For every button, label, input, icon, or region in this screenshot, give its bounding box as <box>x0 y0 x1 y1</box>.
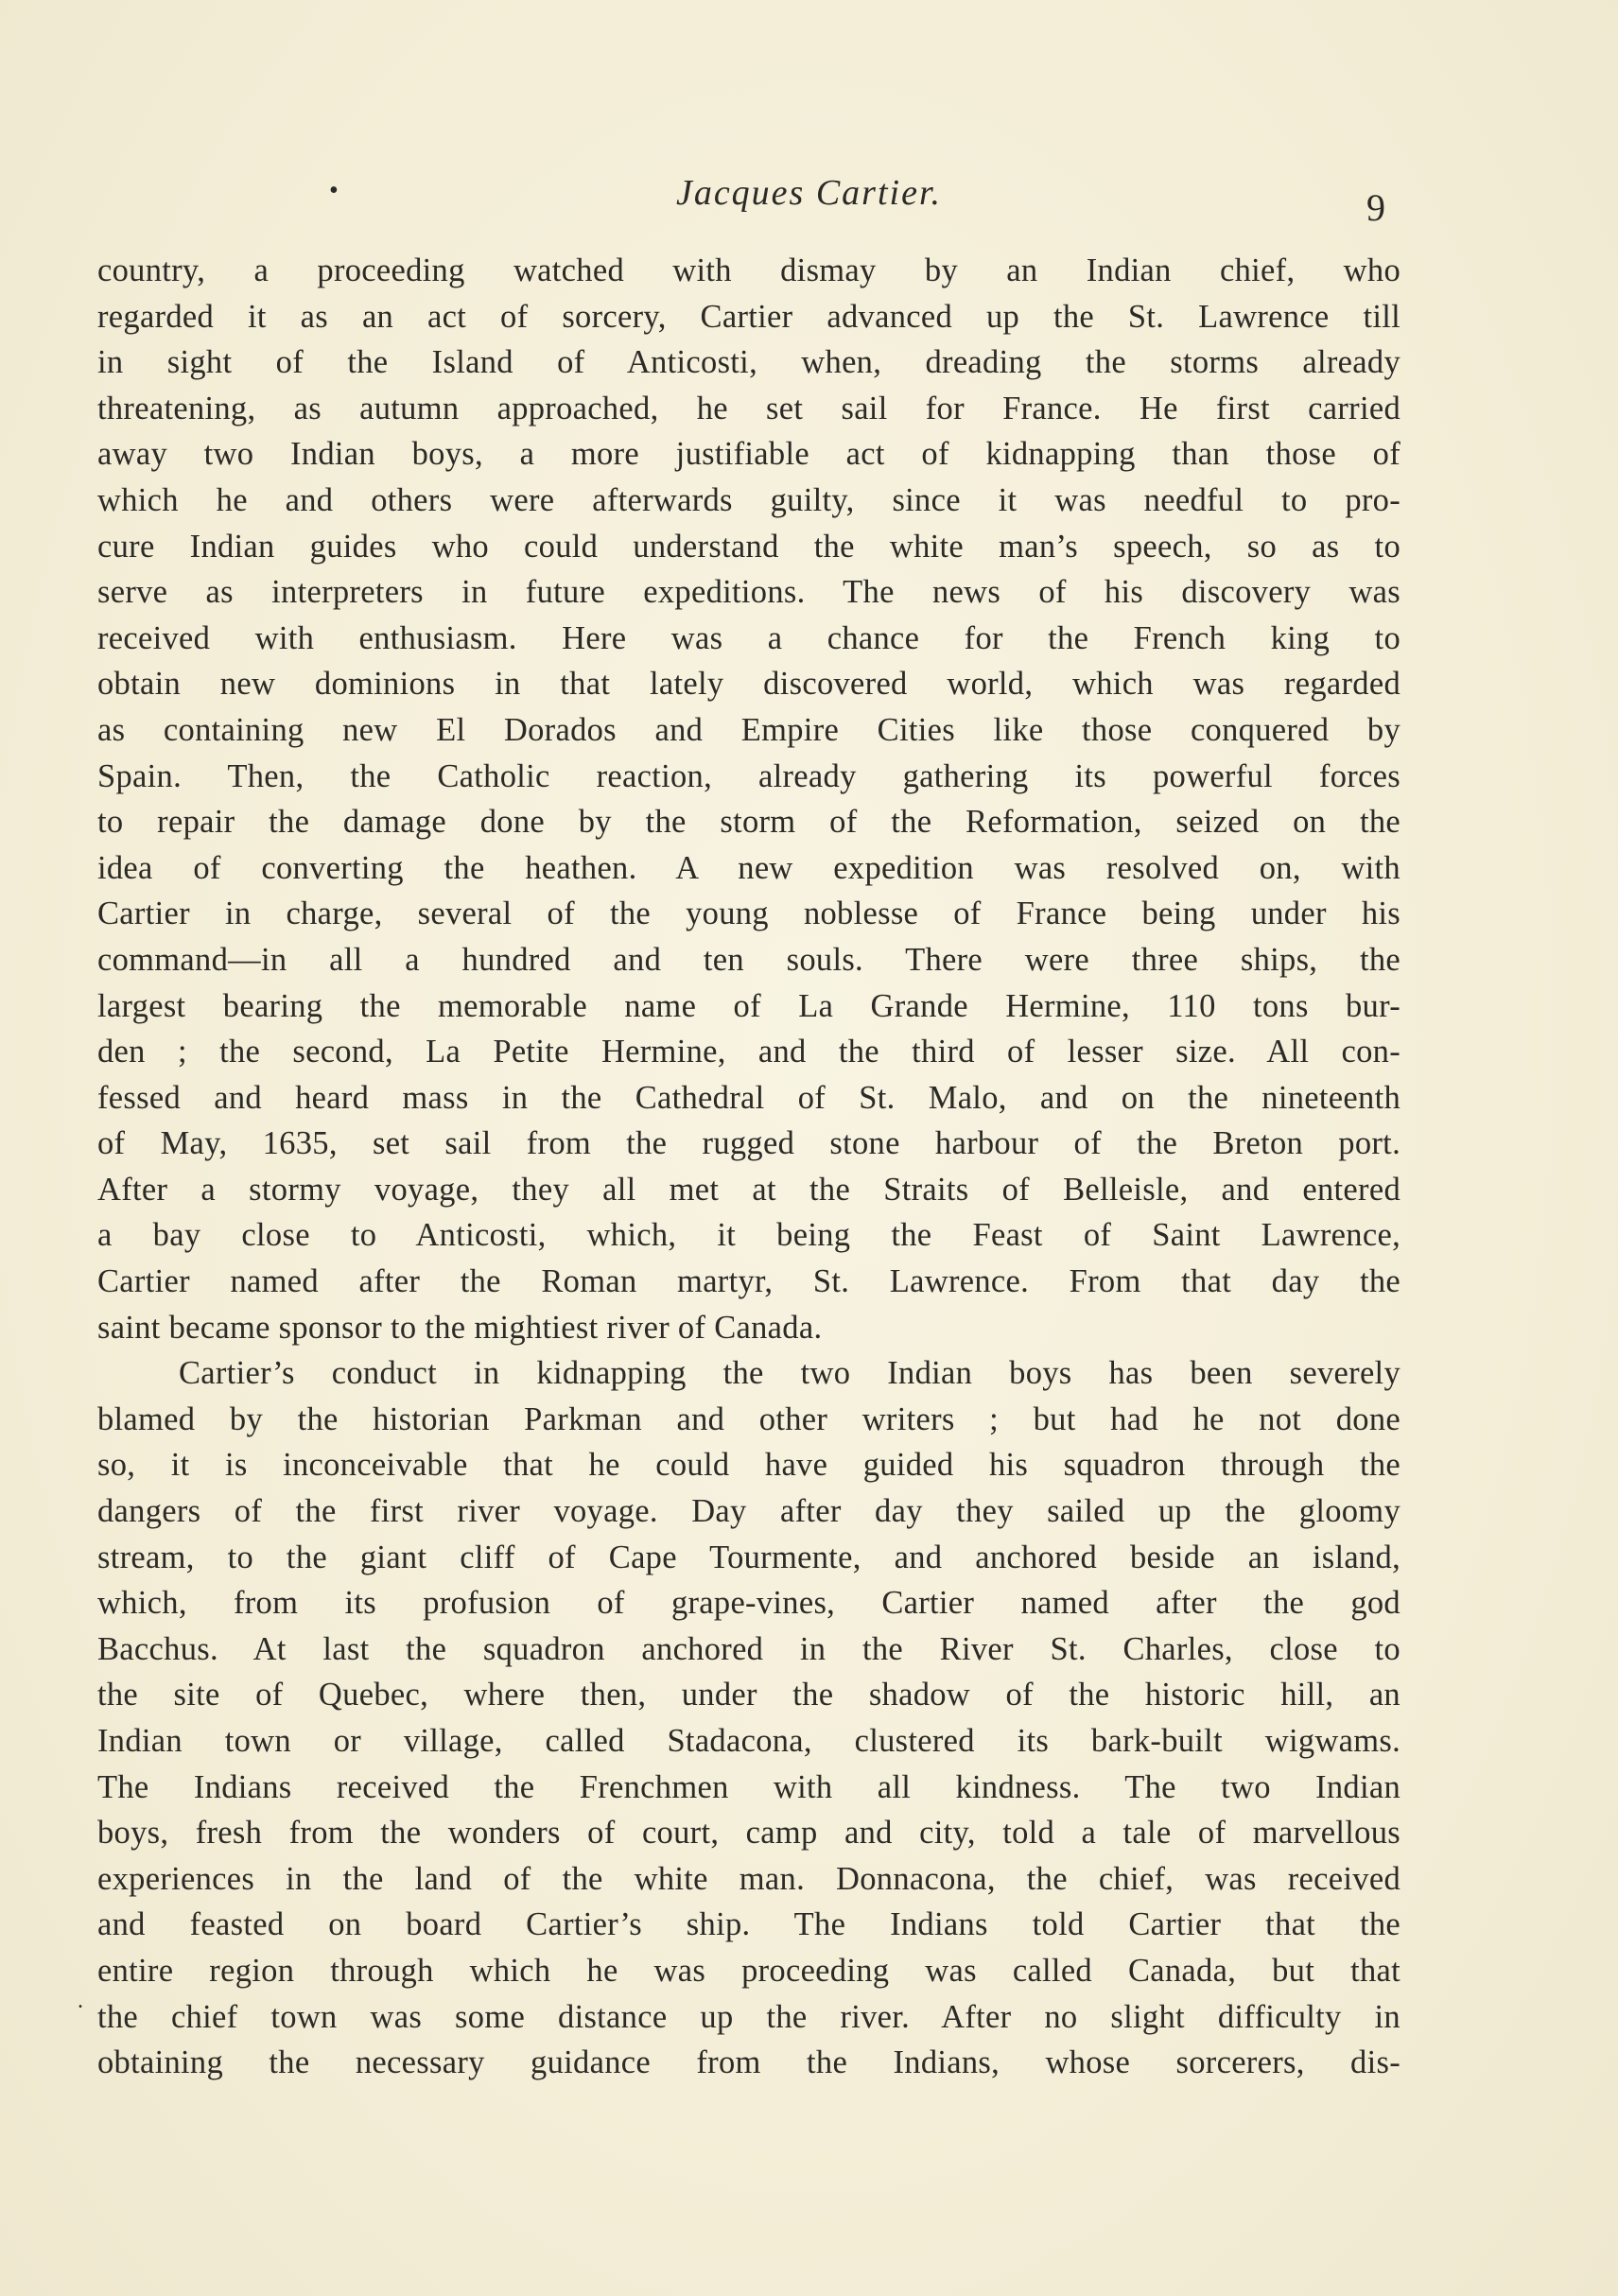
text-line: entire region through which he was proceeding was called Canada, but that <box>97 1952 1401 1989</box>
running-title: Jacques Cartier. <box>675 173 943 213</box>
text-line: Cartier in charge, several of the young noblesse of France being under his <box>97 896 1401 932</box>
text-line: received with enthusiasm. Here was a chance for the French king to <box>97 619 1401 656</box>
text-line: serve as interpreters in future expeditions. The news of his discovery was <box>97 574 1401 611</box>
text-line: regarded it as an act of sorcery, Cartier advanced up the St. Lawrence till <box>97 298 1401 335</box>
text-line: away two Indian boys, a more justifiable act of kidnapping than those of <box>97 436 1401 473</box>
text-line: idea of converting the heathen. A new expedition was resolved on, with <box>97 849 1401 886</box>
paragraph-end-line: saint became sponsor to the mightiest river of Canada. <box>97 1309 823 1346</box>
text-line: which, from its profusion of grape-vines, Cartier named after the god <box>97 1585 1401 1622</box>
text-line: boys, fresh from the wonders of court, camp and city, told a tale of marvellous <box>97 1815 1401 1852</box>
text-line: a bay close to Anticosti, which, it being the Feast of Saint Lawrence, <box>97 1217 1401 1254</box>
text-line: Spain. Then, the Catholic reaction, already gathering its powerful forces <box>97 757 1401 794</box>
text-line: Bacchus. At last the squadron anchored in the River St. Charles, close to <box>97 1630 1401 1667</box>
text-line: to repair the damage done by the storm of the Reformation, seized on the <box>97 804 1401 841</box>
page-header <box>0 172 1618 229</box>
text-line: den ; the second, La Petite Hermine, and the third of lesser size. All con- <box>97 1034 1401 1070</box>
text-line: in sight of the Island of Anticosti, when, dreading the storms already <box>97 344 1401 381</box>
text-line: The Indians received the Frenchmen with all kindness. The two Indian <box>97 1768 1401 1805</box>
paragraph-start-line: Cartier’s conduct in kidnapping the two Indian boys has been severely <box>179 1355 1401 1392</box>
text-line: Indian town or village, called Stadacona, clustered its bark-built wigwams. <box>97 1723 1401 1759</box>
body-text <box>97 248 1401 2086</box>
text-line: obtain new dominions in that lately discovered world, which was regarded <box>97 666 1401 703</box>
text-line: of May, 1635, set sail from the rugged stone harbour of the Breton port. <box>97 1125 1401 1162</box>
text-line: obtaining the necessary guidance from the Indians, whose sorcerers, dis- <box>97 2044 1401 2081</box>
text-line: and feasted on board Cartier’s ship. The Indians told Cartier that the <box>97 1906 1401 1943</box>
text-line: country, a proceeding watched with dismay by an Indian chief, who <box>97 252 1401 288</box>
text-line: After a stormy voyage, they all met at the Straits of Belleisle, and entered <box>97 1171 1401 1208</box>
text-line: cure Indian guides who could understand the white man’s speech, so as to <box>97 528 1401 565</box>
text-line: experiences in the land of the white man. Donnacona, the chief, was received <box>97 1860 1401 1897</box>
text-line: largest bearing the memorable name of La Grande Hermine, 110 tons bur- <box>97 987 1401 1024</box>
text-line: Cartier named after the Roman martyr, St. Lawrence. From that day the <box>97 1263 1401 1300</box>
text-line: as containing new El Dorados and Empire Cities like those conquered by <box>97 711 1401 748</box>
text-line: command—in all a hundred and ten souls. There were three ships, the <box>97 941 1401 978</box>
text-line: which he and others were afterwards guilty, since it was needful to pro- <box>97 481 1401 518</box>
page-number: 9 <box>1366 186 1385 229</box>
text-line: blamed by the historian Parkman and other writers ; but had he not done <box>97 1400 1401 1437</box>
header-bullet: • <box>329 176 339 205</box>
text-line: stream, to the giant cliff of Cape Tourmente, and anchored beside an island, <box>97 1539 1401 1575</box>
text-line: the chief town was some distance up the river. After no slight difficulty in <box>97 1998 1401 2035</box>
text-line: so, it is inconceivable that he could have guided his squadron through the <box>97 1447 1401 1484</box>
text-line: dangers of the first river voyage. Day after day they sailed up the gloomy <box>97 1493 1401 1530</box>
text-line: fessed and heard mass in the Cathedral of St. Malo, and on the nineteenth <box>97 1079 1401 1116</box>
margin-mark: . <box>78 1989 83 2013</box>
text-line: threatening, as autumn approached, he set sail for France. He first carried <box>97 390 1401 426</box>
text-line: the site of Quebec, where then, under the shadow of the historic hill, an <box>97 1677 1401 1713</box>
